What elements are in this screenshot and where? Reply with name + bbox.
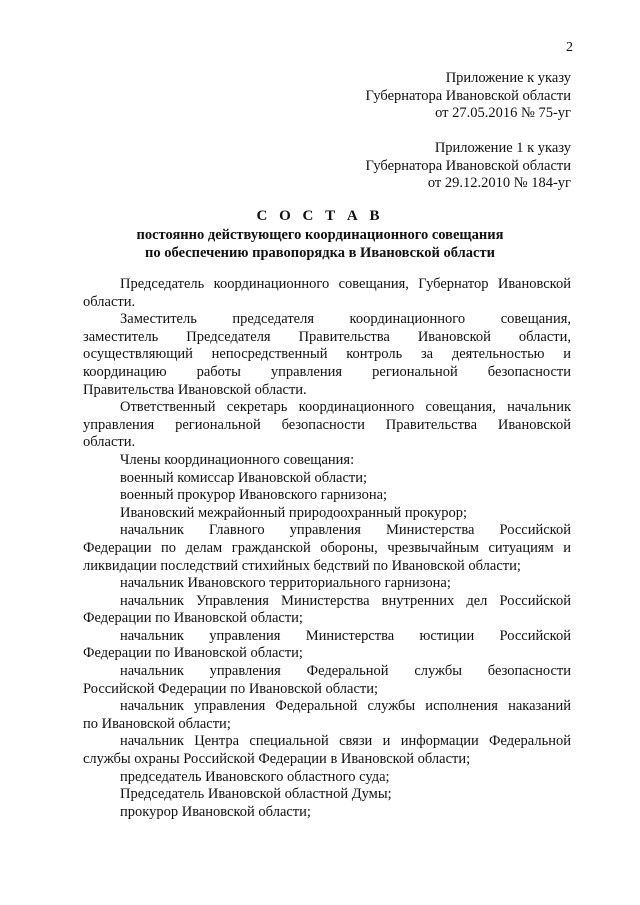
composition-line: Российской Федерации по Ивановской области; <box>83 680 379 697</box>
composition-line: координацию работы управления региональной безопасности <box>83 363 571 380</box>
annex-line: от 27.05.2016 № 75-уг <box>435 105 571 121</box>
composition-line: Заместитель председателя координационного совещания, <box>120 311 571 328</box>
composition-line: начальник управления Министерства юстиции Российской <box>120 627 571 644</box>
composition-line: Председатель координационного совещания, Губернатор Ивановской <box>120 276 571 292</box>
composition-line: военный прокурор Ивановского гарнизона; <box>120 487 388 504</box>
composition-paragraph <box>83 786 571 804</box>
composition-line: начальник Центра специальной связи и информации Федеральной <box>120 733 571 750</box>
composition-line: прокурор Ивановской области; <box>120 803 311 820</box>
annex-header-current <box>366 70 571 123</box>
composition-line: заместитель Председателя Правительства Ивановской области, <box>83 328 571 345</box>
composition-paragraph <box>83 487 571 505</box>
composition-paragraph <box>83 593 571 628</box>
composition-paragraph <box>83 276 571 311</box>
composition-line: осуществляющий непосредственный контроль за деятельностью и <box>83 346 571 363</box>
annex-line: Губернатора Ивановской области <box>365 87 571 104</box>
composition-line: Ответственный секретарь координационного совещания, начальник <box>120 399 571 416</box>
composition-line: Члены координационного совещания: <box>120 451 355 468</box>
composition-line: начальник Управления Министерства внутренних дел Российской <box>120 592 571 609</box>
document-subtitle <box>0 227 640 262</box>
composition-line: Федерации по делам гражданской обороны, чрезвычайным ситуациям и <box>83 539 571 556</box>
composition-paragraph <box>83 804 571 822</box>
annex-line: Приложение 1 к указу <box>434 140 571 156</box>
subtitle-line: постоянно действующего координационного совещания <box>136 227 504 243</box>
composition-line: по Ивановской области; <box>83 715 231 732</box>
composition-line: военный комиссар Ивановской области; <box>120 469 368 486</box>
composition-list <box>83 276 571 821</box>
composition-paragraph <box>83 470 571 488</box>
composition-line: Председатель Ивановской областной Думы; <box>120 786 392 803</box>
composition-line: начальник управления Федеральной службы исполнения наказаний <box>120 698 571 715</box>
composition-paragraph <box>83 769 571 787</box>
annex-line: Приложение к указу <box>445 70 571 86</box>
composition-line: председатель Ивановского областного суда; <box>120 768 390 785</box>
composition-paragraph <box>83 663 571 698</box>
composition-paragraph <box>83 733 571 768</box>
composition-paragraph <box>83 522 571 575</box>
composition-line: области. <box>83 434 136 451</box>
annex-header-original <box>366 140 571 193</box>
composition-line: Федерации по Ивановской области; <box>83 645 303 662</box>
composition-line: начальник Главного управления Министерства Российской <box>120 522 571 539</box>
composition-paragraph <box>83 311 571 399</box>
composition-line: Правительства Ивановской области. <box>83 381 307 398</box>
composition-paragraph <box>83 575 571 593</box>
composition-paragraph <box>83 698 571 733</box>
composition-line: Федерации по Ивановской области; <box>83 610 303 627</box>
composition-paragraph <box>83 452 571 470</box>
composition-line: Ивановский межрайонный природоохранный прокурор; <box>120 504 468 521</box>
composition-line: службы охраны Российской Федерации в Ивановской области; <box>83 751 471 768</box>
composition-paragraph <box>83 399 571 452</box>
subtitle-line: по обеспечению правопорядка в Ивановской области <box>145 244 495 261</box>
annex-line: от 29.12.2010 № 184-уг <box>427 175 571 191</box>
composition-line: управления региональной безопасности Правительства Ивановской <box>83 416 571 433</box>
composition-paragraph <box>83 505 571 523</box>
annex-line: Губернатора Ивановской области <box>365 157 571 174</box>
page-number: 2 <box>566 40 573 55</box>
composition-line: начальник управления Федеральной службы безопасности <box>120 663 571 680</box>
document-title: С О С Т А В <box>256 208 384 224</box>
composition-line: ликвидации последствий стихийных бедствий по Ивановской области; <box>83 557 521 574</box>
composition-paragraph <box>83 628 571 663</box>
composition-line: области. <box>83 293 136 310</box>
composition-line: начальник Ивановского территориального гарнизона; <box>120 575 451 592</box>
